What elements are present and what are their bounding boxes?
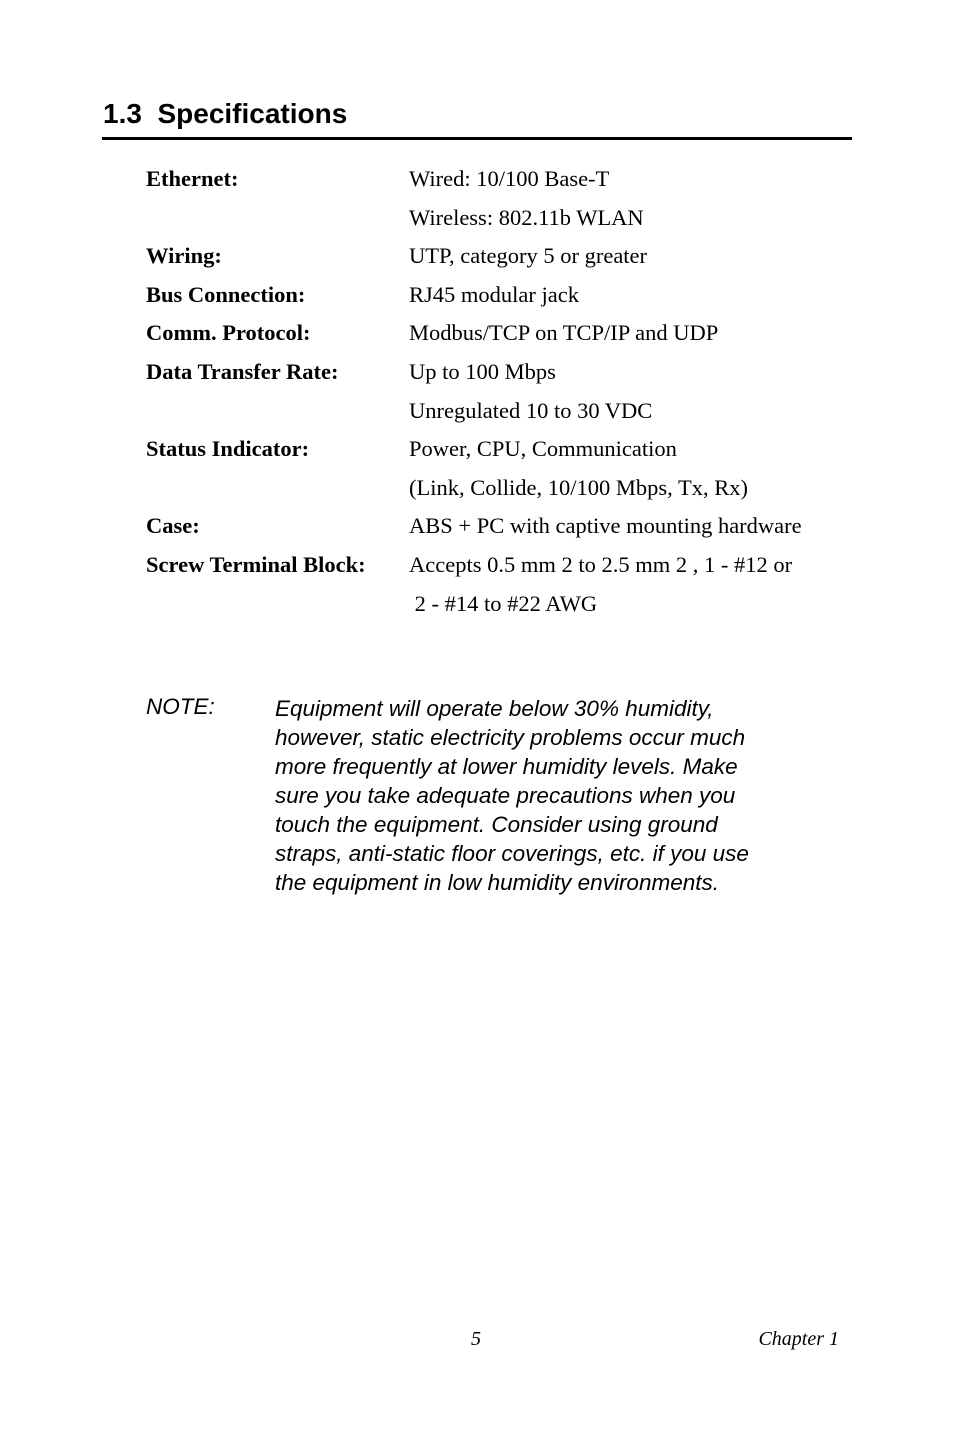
- note-body: [275, 694, 749, 897]
- spec-label: Case:: [146, 513, 200, 539]
- spec-value: UTP, category 5 or greater: [409, 243, 648, 269]
- spec-value: Wireless: 802.11b WLAN: [409, 204, 644, 230]
- spec-value: 2 - #14 to #22 AWG: [409, 590, 598, 616]
- spec-label: Bus Connection:: [146, 281, 306, 307]
- page-number: 5: [471, 1328, 481, 1350]
- note-line: the equipment in low humidity environments.: [275, 870, 719, 895]
- note-line: straps, anti-static floor coverings, etc. if you use: [275, 841, 749, 866]
- heading-rule: [102, 137, 852, 140]
- note-line: Equipment will operate below 30% humidity,: [275, 696, 714, 721]
- spec-value: (Link, Collide, 10/100 Mbps, Tx, Rx): [409, 474, 748, 500]
- note-line: sure you take adequate precautions when you: [275, 783, 736, 808]
- spec-value: Up to 100 Mbps: [409, 358, 556, 384]
- spec-label: Screw Terminal Block:: [146, 551, 366, 577]
- spec-value: ABS + PC with captive mounting hardware: [409, 513, 802, 539]
- spec-label: Comm. Protocol:: [146, 320, 311, 346]
- spec-label: Wiring:: [146, 243, 222, 269]
- spec-value: Unregulated 10 to 30 VDC: [409, 397, 653, 423]
- spec-value: Modbus/TCP on TCP/IP and UDP: [409, 320, 719, 346]
- note-line: touch the equipment. Consider using ground: [275, 812, 718, 837]
- spec-label: Data Transfer Rate:: [146, 358, 339, 384]
- chapter-label: Chapter 1: [758, 1328, 839, 1350]
- spec-value: Accepts 0.5 mm 2 to 2.5 mm 2 , 1 - #12 or: [409, 551, 793, 577]
- spec-value: Wired: 10/100 Base-T: [409, 166, 610, 191]
- spec-label: Ethernet:: [146, 166, 239, 191]
- spec-value: RJ45 modular jack: [409, 281, 579, 307]
- spec-value: Power, CPU, Communication: [409, 436, 677, 462]
- note-line: however, static electricity problems occur much: [275, 725, 746, 750]
- note-line: more frequently at lower humidity levels. Make: [275, 754, 738, 779]
- note-label: NOTE:: [146, 694, 215, 719]
- section-heading: 1.3 Specifications: [103, 98, 348, 129]
- spec-label: Status Indicator:: [146, 436, 310, 462]
